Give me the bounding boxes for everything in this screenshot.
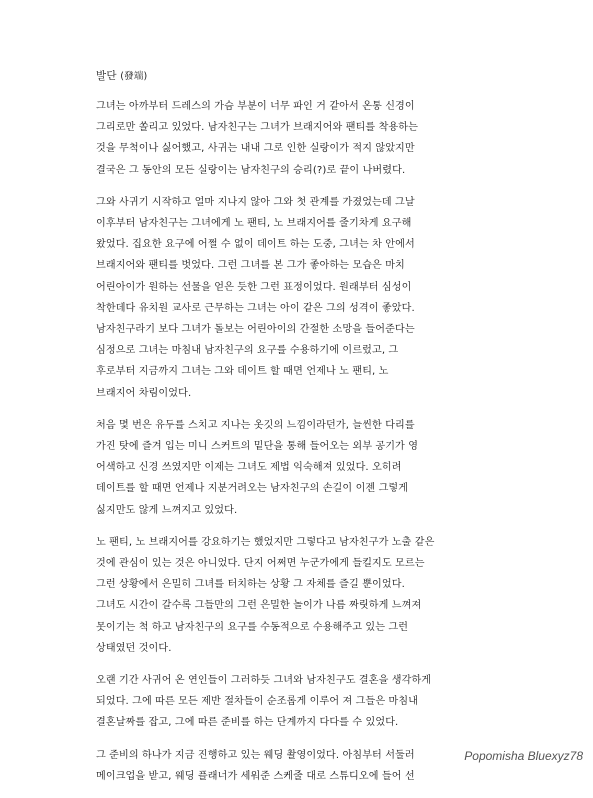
text-line: 결혼날짜를 잡고, 그에 따른 준비를 하는 단계까지 다다를 수 있었다.: [96, 717, 399, 729]
watermark: Popomisha Bluexyz78: [464, 749, 583, 763]
text-line: 그리로만 쏠리고 있었다. 남자친구는 그녀가 브래지어와 팬티를 착용하는: [96, 122, 418, 134]
paragraph: [96, 670, 496, 734]
text-line: 가진 탓에 즐겨 입는 미니 스커트의 밑단을 통해 들어오는 외부 공기가 영: [96, 441, 419, 453]
chapter-title-hanja: (發端): [120, 71, 148, 82]
text-line: 어색하고 신경 쓰였지만 이제는 그녀도 제법 익숙해져 있었다. 오히려: [96, 462, 402, 474]
paragraph: [96, 415, 496, 521]
text-line: 브래지어 차림이었다.: [96, 387, 192, 399]
text-line: 되었다. 그에 따른 모든 제반 절차들이 순조롭게 이루어 져 그들은 마침내: [96, 696, 419, 708]
text-line: 처음 몇 번은 유두를 스치고 지나는 옷깃의 느낌이라던가, 늘씬한 다리를: [96, 419, 415, 431]
text-line: 심정으로 그녀는 마침내 남자친구의 요구를 수용하기에 이르렀고, 그: [96, 345, 399, 357]
paragraph: [96, 745, 496, 787]
text-line: 브래지어와 팬티를 벗었다. 그런 그녀를 본 그가 좋아하는 모습은 마치: [96, 260, 405, 272]
text-line: 그런 상황에서 은밀히 그녀를 터치하는 상황 그 자체를 즐길 뿐이었다.: [96, 579, 405, 591]
text-line: 착한데다 유치원 교사로 근무하는 그녀는 아이 같은 그의 성격이 좋았다.: [96, 302, 415, 314]
text-line: 것에 관심이 있는 것은 아니었다. 단지 어쩌면 누군가에게 들킬지도 모르는: [96, 558, 425, 570]
text-line: 그녀는 아까부터 드레스의 가슴 부분이 너무 파인 거 같아서 온통 신경이: [96, 101, 415, 112]
text-line: 못이기는 척 하고 남자친구의 요구를 수동적으로 수용해주고 있는 그런: [96, 621, 409, 633]
paragraph: [96, 192, 496, 404]
text-line: 왔었다. 집요한 요구에 어쩔 수 없이 데이트 하는 도중, 그녀는 차 안에서: [96, 239, 415, 251]
text-line: 오랜 기간 사귀어 온 연인들이 그러하듯 그녀와 남자친구도 결혼을 생각하게: [96, 675, 432, 687]
text-line: 그녀도 시간이 갈수록 그들만의 그런 은밀한 놀이가 나름 짜릿하게 느껴져: [96, 600, 422, 612]
text-line: 이후부터 남자친구는 그녀에게 노 팬티, 노 브래지어를 줄기차게 요구해: [96, 218, 412, 230]
text-line: 노 팬티, 노 브래지어를 강요하기는 했었지만 그렇다고 남자친구가 노출 같은: [96, 536, 435, 548]
text-line: 그 준비의 하나가 지금 진행하고 있는 웨딩 촬영이었다. 아침부터 서둘러: [96, 749, 415, 761]
text-line: 메이크업을 받고, 웨딩 플래너가 세워준 스케줄 대로 스튜디오에 들어 선: [96, 770, 415, 782]
text-line: 상태였던 것이다.: [96, 642, 172, 654]
text-line: 어린아이가 원하는 선물을 얻은 듯한 그런 표정이었다. 원래부터 심성이: [96, 281, 412, 293]
text-line: 그와 사귀기 시작하고 얼마 지나지 않아 그와 첫 관계를 가졌었는데 그날: [96, 196, 415, 208]
text-line: 싫지만도 않게 느껴지고 있었다.: [96, 504, 238, 516]
text-line: 데이트를 할 때면 언제나 지분거려오는 남자친구의 손길이 이젠 그렇게: [96, 483, 409, 495]
paragraph: [96, 96, 496, 181]
text-line: 후로부터 지금까지 그녀는 그와 데이트 할 때면 언제나 노 팬티, 노: [96, 366, 389, 378]
chapter-title-text: 발단: [96, 70, 117, 82]
text-line: 남자친구라기 보다 그녀가 돌보는 어린아이의 간절한 소망을 들어준다는: [96, 324, 415, 336]
body-text: [96, 96, 496, 798]
chapter-title: [96, 68, 147, 83]
text-line: 것을 무척이나 싫어했고, 사귀는 내내 그로 인한 실랑이가 적지 않았지만: [96, 143, 415, 155]
text-line: 결국은 그 동안의 모든 실랑이는 남자친구의 승리(?)로 끝이 나버렸다.: [96, 164, 406, 176]
paragraph: [96, 532, 496, 659]
